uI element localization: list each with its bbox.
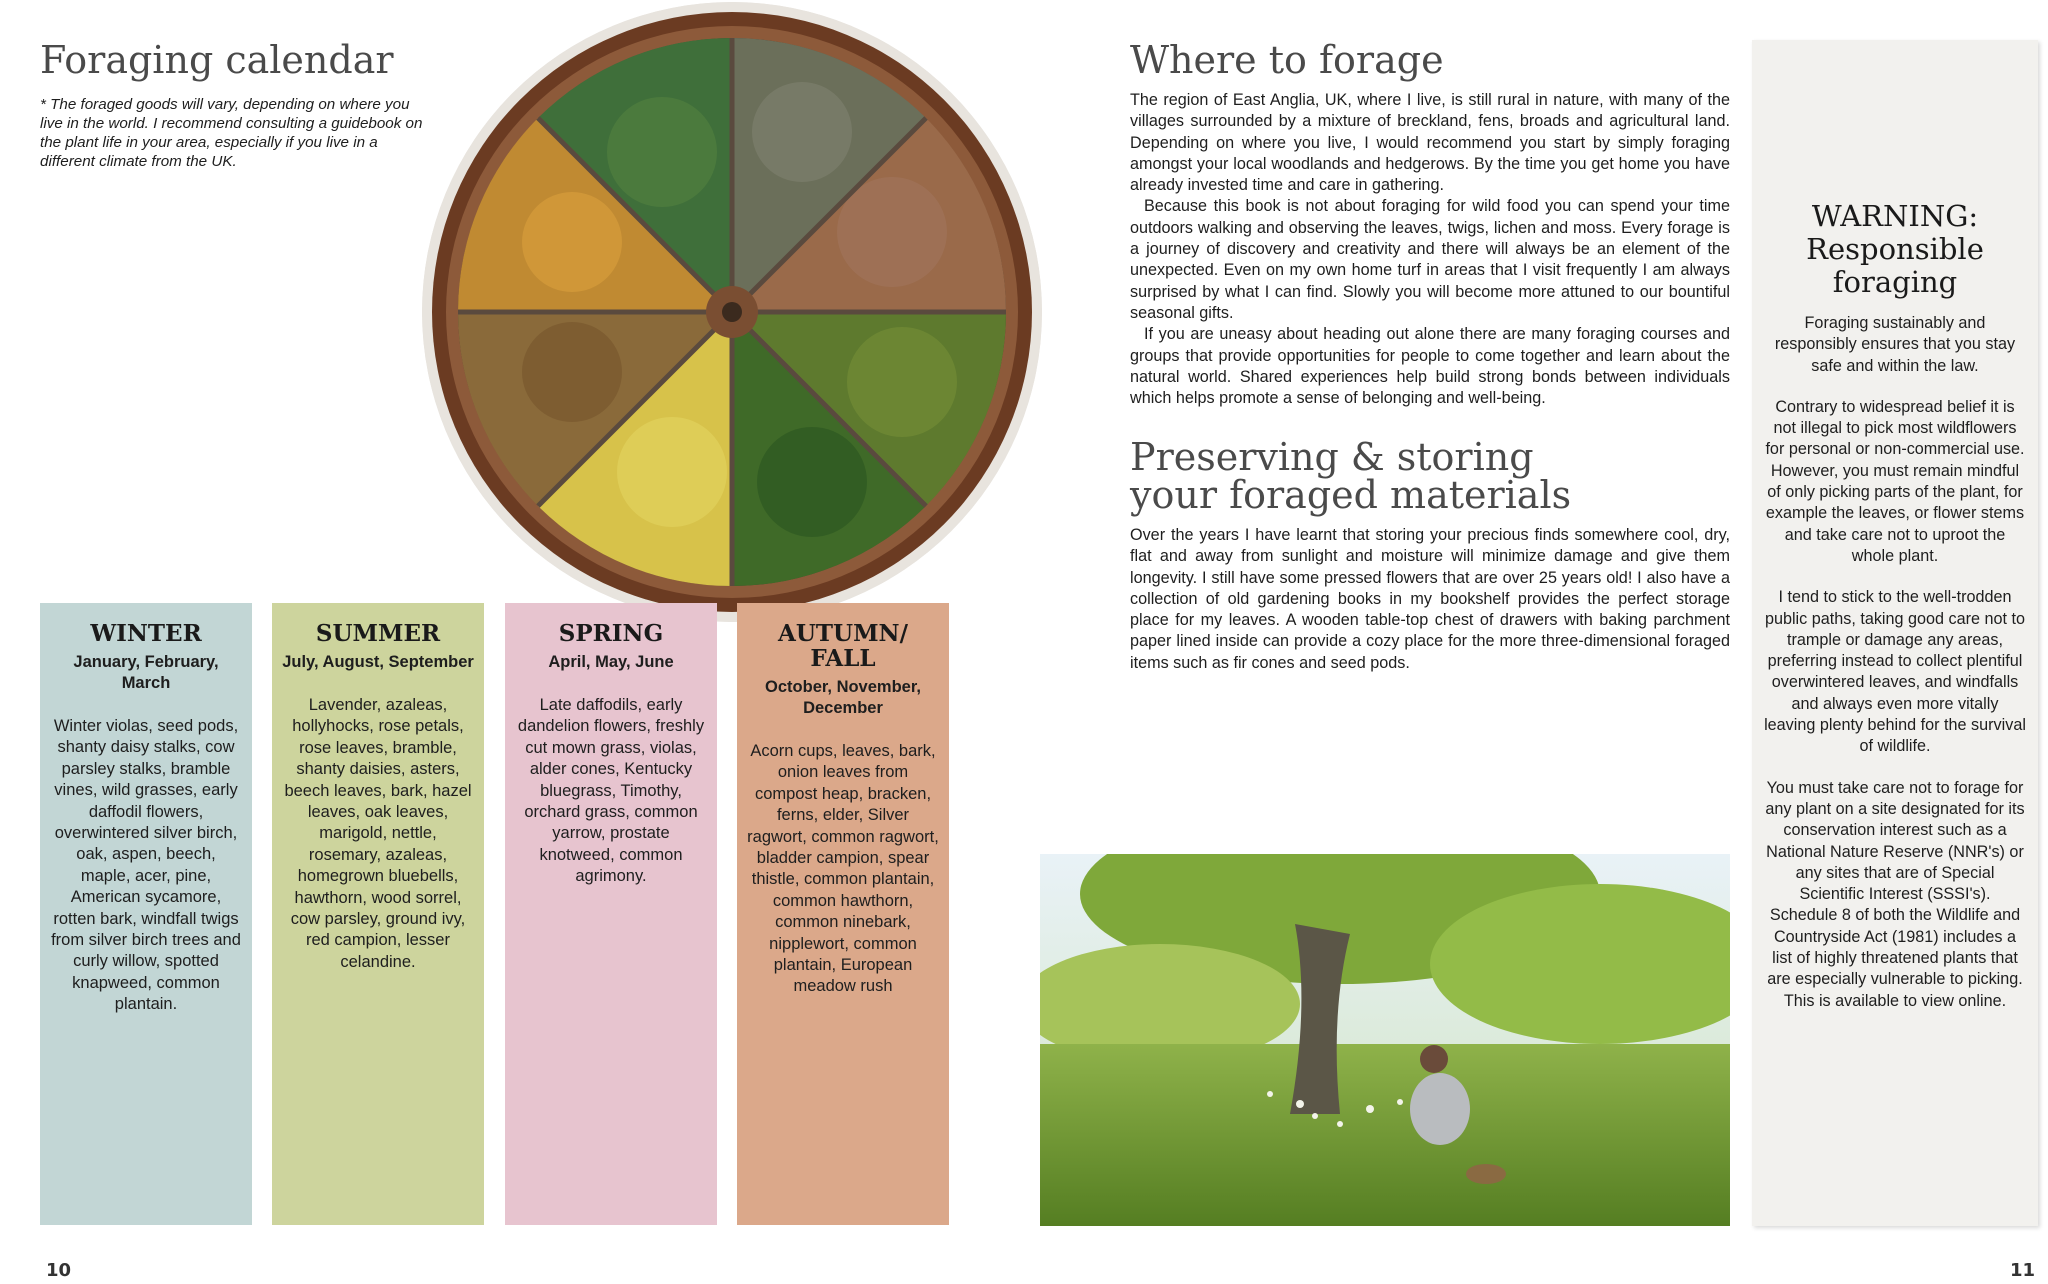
title-line: Preserving & storing — [1130, 435, 1534, 479]
season-name — [747, 621, 939, 671]
foraging-wheel-illustration — [422, 2, 1042, 622]
calendar-note: * The foraged goods will vary, depending on where you live in the world. I recommend consulting a guidebook on the plant life in your area, especially if you live in a different climate from the UK. — [40, 96, 423, 170]
section-title-where: Where to forage — [1130, 38, 1444, 82]
season-items: Lavender, azaleas, hollyhocks, rose petals, rose leaves, bramble, shanty daisies, asters, beech leaves, bark, hazel leaves, oak leaves, marigold, nettle, rosemary, azaleas, homegrown bluebells, hawthorn, wood sorrel, cow parsley, ground ivy, red campion, lesser celandine. — [284, 696, 472, 971]
season-name: WINTER — [90, 620, 202, 647]
preserve-body — [1130, 525, 1730, 674]
paragraph: Because this book is not about foraging for wild food you can spend your time outdoors walking and observing the leaves, twigs, lichen and moss. Every forage is a journey of discovery and creativity and there will always be an element of the unexpected. Even on my own home turf in areas that I visit frequently I am always surprised by what I can find. Slowly you will become more attuned to our bountiful seasonal gifts. — [1130, 197, 1730, 322]
title-line: Responsible — [1806, 232, 1984, 266]
meadow-illustration — [1040, 854, 1730, 1226]
season-months: July, August, September — [282, 653, 474, 671]
page-title: Foraging calendar — [40, 38, 394, 82]
season-months: April, May, June — [548, 653, 674, 671]
season-items: Winter violas, seed pods, shanty daisy stalks, cow parsley stalks, bramble vines, wild grasses, early daffodil flowers, overwintered silver birch, oak, aspen, beech, maple, acer, pine, American sycamore, rotten bark, windfall twigs from silver birch trees and curly willow, spotted knapweed, common plantain. — [51, 717, 241, 1014]
season-name-line2: FALL — [810, 645, 876, 672]
season-months: January, February, March — [73, 653, 219, 692]
warning-panel — [1752, 40, 2038, 1226]
paragraph: If you are uneasy about heading out alone there are many foraging courses and groups that provide opportunities for people to come together and learn about the natural world. Shared experiences help build strong bonds between individuals which helps promote a sense of belonging and well-being. — [1130, 325, 1730, 408]
season-card-summer — [272, 603, 484, 1225]
warning-paragraph: Contrary to widespread belief it is not illegal to pick most wildflowers for personal or non-commercial use. However, you must remain mindful of only picking parts of the plant, for example the leaves, or flower stems and take care not to uproot the whole plant. — [1765, 397, 2025, 565]
title-line: your foraged materials — [1130, 473, 1572, 517]
season-months: October, November, December — [765, 678, 921, 717]
warning-title — [1764, 200, 2026, 299]
warning-paragraph: You must take care not to forage for any plant on a site designated for its conservation interest such as a National Nature Reserve (NNR's) or any sites that are of Special Scientific Interest (SSSI's). Schedule 8 of both the Wildlife and Countryside Act (1981) includes a list of highly threatened plants that are especially vulnerable to picking. This is available to view online. — [1765, 778, 2025, 1010]
season-card-winter — [40, 603, 252, 1225]
page-number-left: 10 — [46, 1260, 72, 1281]
season-items: Acorn cups, leaves, bark, onion leaves from compost heap, bracken, ferns, elder, Silver ragwort, common ragwort, bladder campion, spear thistle, common plantain, common hawthorn, common ninebark, nipplewort, common plantain, European meadow rush — [747, 742, 939, 996]
title-line: WARNING: — [1811, 199, 1979, 233]
page-number-right: 11 — [2010, 1260, 2036, 1281]
warning-paragraph: Foraging sustainably and responsibly ensures that you stay safe and within the law. — [1774, 314, 2016, 375]
paragraph: The region of East Anglia, UK, where I live, is still rural in nature, with many of the villages surrounded by a mixture of breckland, fens, broads and agricultural land. Depending on where you live, I would recommend you start by simply foraging amongst your local woodlands and hedgerows. By the time you get home you have already invested time and care in gathering. — [1130, 91, 1730, 195]
paragraph: Over the years I have learnt that storing your precious finds somewhere cool, dry, flat and away from sunlight and moisture will minimize damage and give them longevity. I still have some pressed flowers that are over 25 years old! I also have a collection of old gardening books in my bookshelf provides the perfect storage place for my leaves. A wooden table-top chest of drawers with baking parchment paper lined inside can provide a cozy place for the more three-dimensional foraged items such as fir cones and seed pods. — [1130, 526, 1730, 672]
foraging-wheel-photo — [422, 2, 1042, 622]
season-card-autumn — [737, 603, 949, 1225]
season-items: Late daffodils, early dandelion flowers, freshly cut mown grass, violas, alder cones, Kentucky bluegrass, Timothy, orchard grass, common yarrow, prostate knotweed, common agrimony. — [517, 696, 705, 886]
where-body — [1130, 90, 1730, 409]
foraging-meadow-photo — [1040, 854, 1730, 1226]
season-card-spring — [505, 603, 717, 1225]
season-name: SPRING — [558, 620, 664, 647]
season-name: SUMMER — [315, 620, 441, 647]
season-name-line1: AUTUMN/ — [778, 620, 908, 647]
section-title-preserve — [1130, 435, 1730, 517]
title-line: foraging — [1832, 265, 1958, 299]
warning-paragraph: I tend to stick to the well-trodden public paths, taking good care not to trample or damage any areas, preferring instead to collect plentiful overwintered leaves, and windfalls and always even more vitally leaving plenty behind for the survival of wildlife. — [1764, 588, 2026, 756]
